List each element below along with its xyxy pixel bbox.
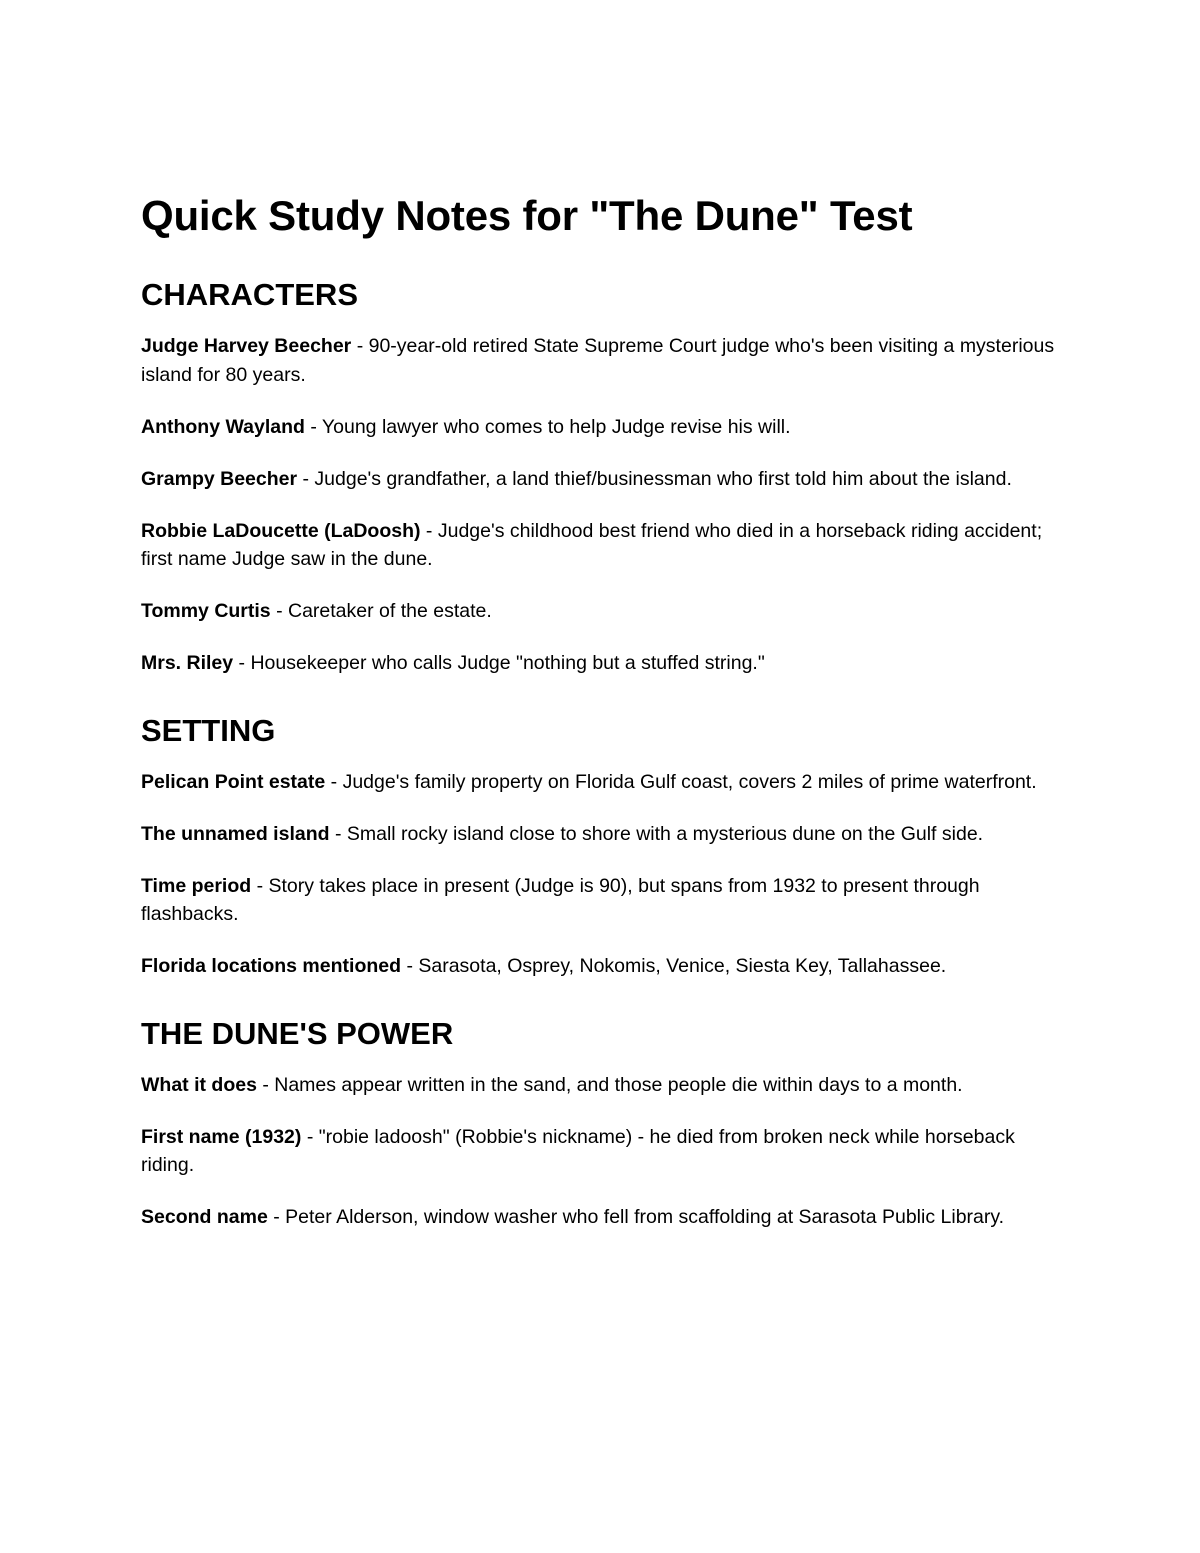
note-entry: [141, 820, 1061, 849]
entry-text: - Names appear written in the sand, and those people die within days to a month.: [256, 1073, 963, 1096]
note-entry: [141, 465, 1061, 494]
entry-term: Robbie LaDoucette (LaDoosh): [141, 519, 421, 542]
note-entry: [141, 332, 1061, 389]
entry-term: First name (1932): [141, 1125, 302, 1148]
section-heading: CHARACTERS: [141, 277, 358, 312]
entry-text: - Story takes place in present (Judge is 90), but spans from 1932 to present through flashbacks.: [141, 874, 980, 925]
section-dunes-power: [141, 1014, 1061, 1232]
entry-term: Florida locations mentioned: [141, 955, 402, 977]
note-entry: [141, 952, 1061, 981]
note-entry: [141, 517, 1061, 574]
entry-text: - Peter Alderson, window washer who fell from scaffolding at Sarasota Public Library.: [267, 1206, 1005, 1228]
entry-term: Pelican Point estate: [141, 770, 326, 793]
entry-text: - Housekeeper who calls Judge "nothing but a stuffed string.": [233, 652, 765, 674]
entry-text: - Small rocky island close to shore with a mysterious dune on the Gulf side.: [329, 822, 984, 845]
entry-term: Judge Harvey Beecher: [141, 335, 352, 357]
section-heading: SETTING: [141, 712, 276, 748]
entry-term: Mrs. Riley: [141, 652, 234, 674]
entry-term: Second name: [141, 1206, 268, 1228]
entry-text: - Judge's grandfather, a land thief/businessman who first told him about the island.: [297, 467, 1012, 490]
section-characters: [141, 275, 1061, 678]
entry-term: Time period: [141, 874, 252, 897]
entry-term: Anthony Wayland: [141, 415, 305, 438]
document-page: [141, 188, 1061, 1232]
note-entry: [141, 649, 1061, 678]
entry-term: What it does: [141, 1073, 257, 1096]
note-entry: [141, 872, 1061, 929]
note-entry: [141, 1203, 1061, 1232]
note-entry: [141, 1123, 1061, 1180]
entry-text: - Young lawyer who comes to help Judge revise his will.: [304, 415, 791, 438]
entry-text: - 90-year-old retired State Supreme Court judge who's been visiting a mysterious island for 80 years.: [141, 335, 1055, 386]
note-entry: [141, 768, 1061, 797]
entry-text: - Judge's childhood best friend who died in a horseback riding accident; first name Judge saw in the dune.: [141, 519, 1043, 570]
entry-term: The unnamed island: [141, 822, 330, 845]
entry-text: - Caretaker of the estate.: [270, 600, 492, 622]
note-entry: [141, 597, 1061, 626]
entry-term: Grampy Beecher: [141, 467, 298, 490]
document-title: Quick Study Notes for "The Dune" Test: [141, 192, 913, 239]
note-entry: [141, 1071, 1061, 1100]
entry-text: - Sarasota, Osprey, Nokomis, Venice, Siesta Key, Tallahassee.: [401, 955, 947, 977]
entry-text: - Judge's family property on Florida Gulf coast, covers 2 miles of prime waterfront.: [325, 770, 1037, 793]
section-heading: THE DUNE'S POWER: [141, 1015, 454, 1051]
entry-text: - "robie ladoosh" (Robbie's nickname) - he died from broken neck while horseback riding.: [141, 1125, 1015, 1176]
section-setting: [141, 711, 1061, 981]
entry-term: Tommy Curtis: [141, 600, 271, 622]
note-entry: [141, 413, 1061, 442]
